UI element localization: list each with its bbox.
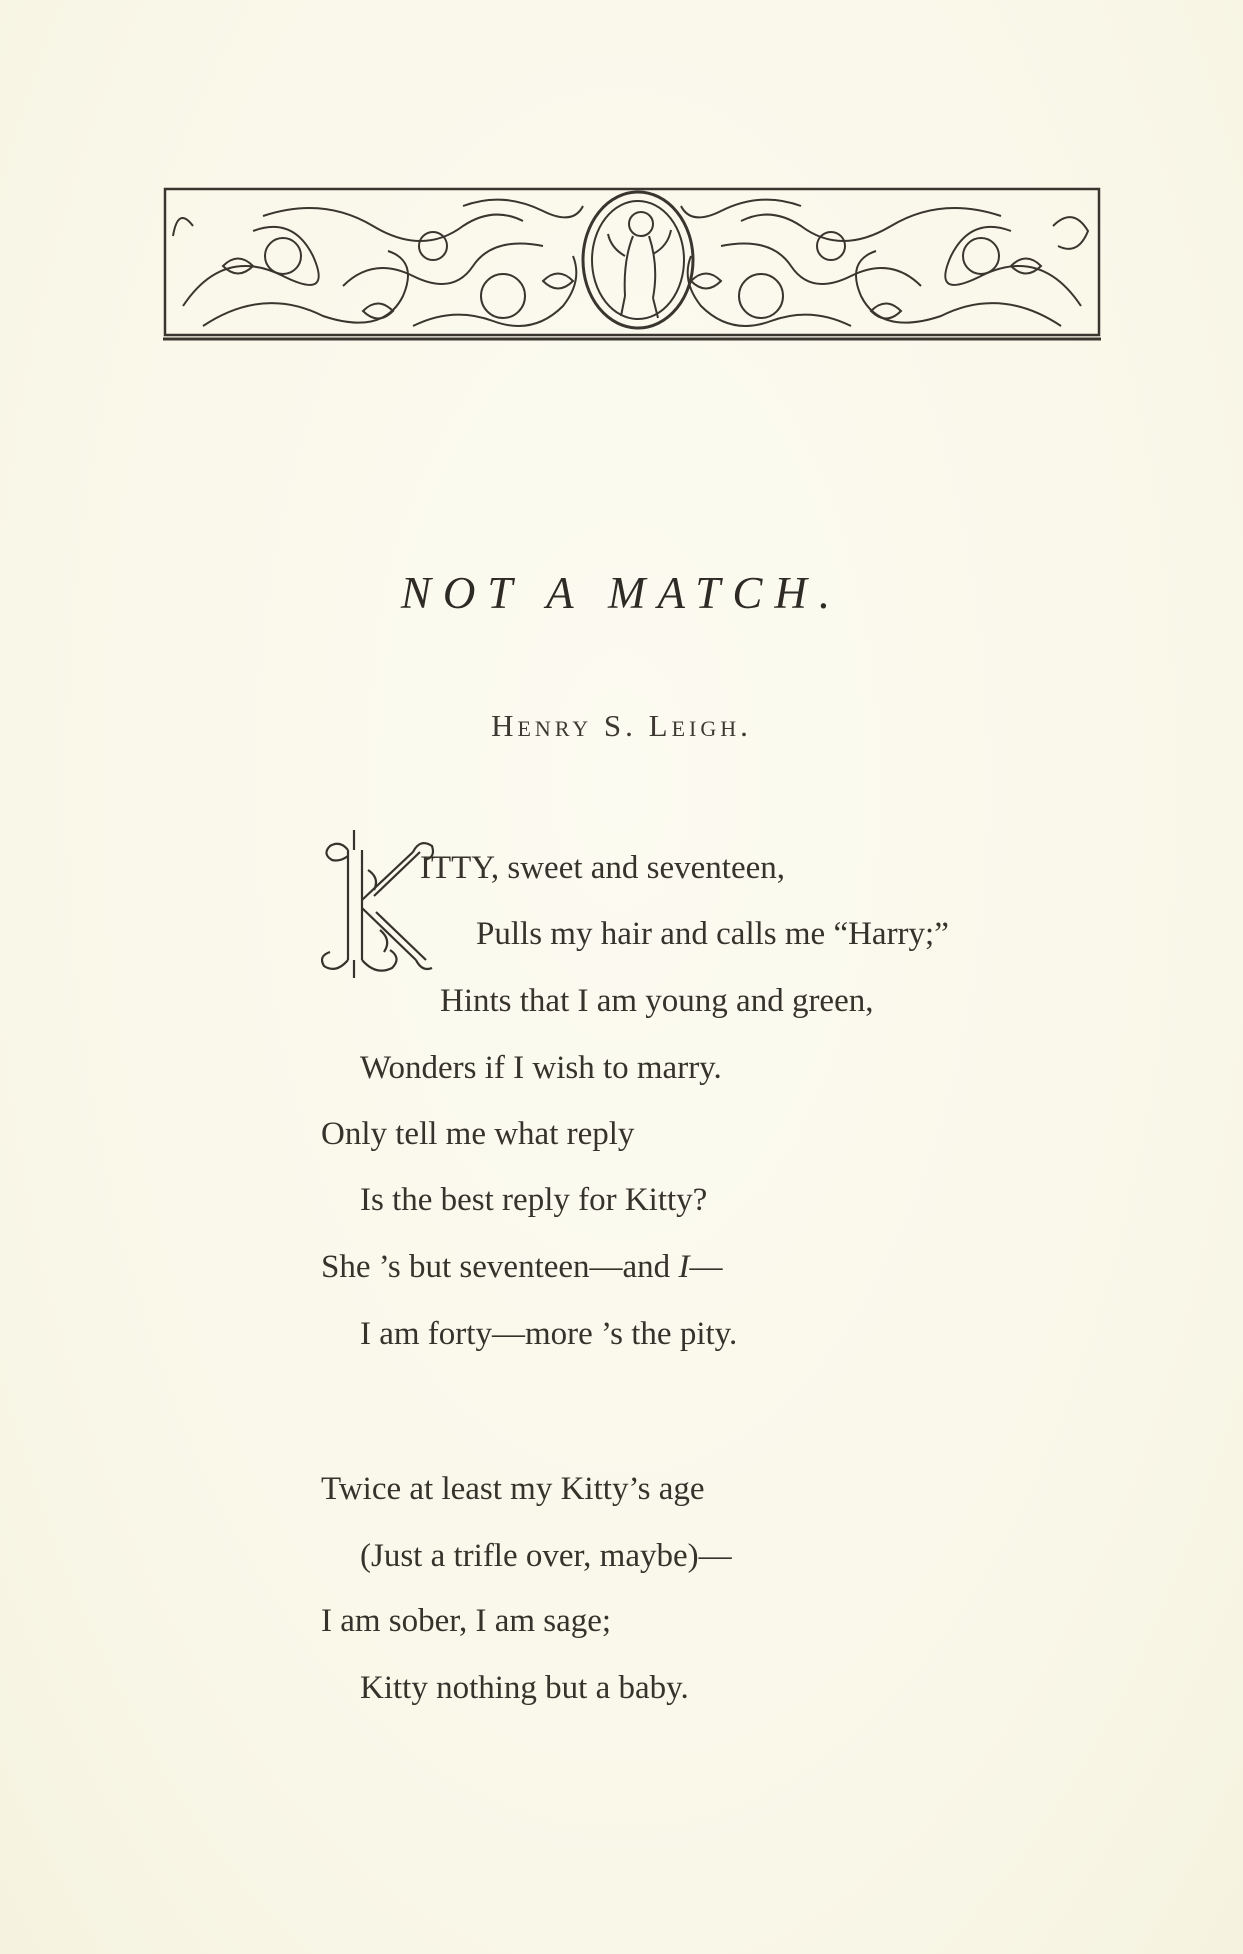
poem-line: Twice at least my Kitty’s age xyxy=(321,1471,705,1507)
ornamental-headpiece xyxy=(163,186,1101,354)
poem-line: (Just a trifle over, maybe)— xyxy=(360,1538,732,1574)
dash: — xyxy=(689,1249,723,1285)
poem-line: Is the best reply for Kitty? xyxy=(360,1182,708,1218)
ornament-vine-icon xyxy=(163,186,1101,354)
poem-title: NOT A MATCH. xyxy=(400,568,843,618)
poem-author: Henry S. Leigh. xyxy=(491,708,752,743)
poem-line-with-italic xyxy=(321,1251,722,1284)
poem-line: Pulls my hair and calls me “Harry;” xyxy=(476,916,949,952)
poem-line: Hints that I am young and green, xyxy=(440,983,874,1019)
drop-cap-ornament-icon xyxy=(318,830,436,980)
poem-line: I am forty—more ’s the pity. xyxy=(360,1316,738,1352)
poem-line: Only tell me what reply xyxy=(321,1116,635,1152)
drop-cap-k xyxy=(318,830,436,980)
poem-line-text: She ’s but seventeen—and xyxy=(321,1249,679,1285)
poem-line: Kitty nothing but a baby. xyxy=(360,1670,689,1706)
poem-line: I am sober, I am sage; xyxy=(321,1603,612,1639)
poem-line: Wonders if I wish to marry. xyxy=(360,1050,722,1086)
poem-line: ITTY, sweet and seventeen, xyxy=(420,850,786,886)
italic-word: I xyxy=(678,1249,690,1285)
